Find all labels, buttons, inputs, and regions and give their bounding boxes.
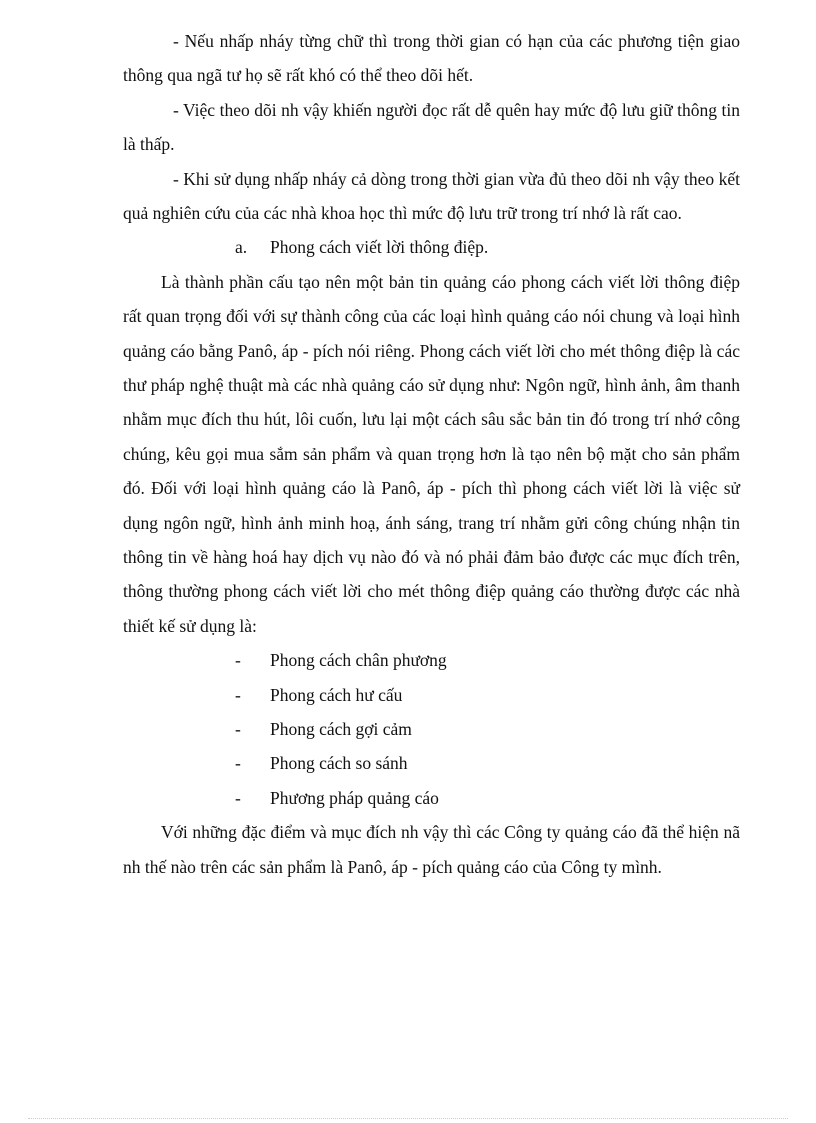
closing-paragraph: Với những đặc điểm và mục đích nh vậy thì các Công ty quảng cáo đã thể hiện nã nh thế nào trên các sản phẩm là Panô, áp - pích quảng cáo của Công ty mình. [123,822,740,877]
document-page [123,24,740,884]
intro-item-2: - Việc theo dõi nh vậy khiến người đọc rất dễ quên hay mức độ lưu giữ thông tin là thấp. [123,99,740,155]
list-item-text: Phong cách so sánh [270,753,408,774]
intro-item-3: - Khi sử dụng nhấp nháy cả dòng trong thời gian vừa đủ theo dõi nh vậy theo kết quả nghiên cứu của các nhà khoa học thì mức độ lưu trữ trong trí nhớ là rất cao. [123,168,740,224]
list-item-text: Phong cách gợi cảm [270,719,412,740]
section-marker: a. [235,237,248,258]
list-item [123,746,740,780]
list-item-text: Phong cách chân phương [270,650,447,671]
list-item [123,643,740,677]
intro-item-1: - Nếu nhấp nháy từng chữ thì trong thời gian có hạn của các phương tiện giao thông qua ngã tư họ sẽ rất khó có thể theo dõi hết. [123,31,740,86]
list-item [123,712,740,746]
list-item [123,781,740,815]
list-marker: - [235,787,241,808]
list-marker: - [235,684,241,705]
body-paragraph: Là thành phần cấu tạo nên một bản tin quảng cáo phong cách viết lời thông điệp rất quan trọng đối với sự thành công của các loại hình quảng cáo nói chung và loại hình quảng cáo bằng Panô, áp - pích nói riêng. Phong cách viết lời cho mét thông điệp là các thư pháp nghệ thuật mà các nhà quảng cáo sử dụng như: Ngôn ngữ, hình ảnh, âm thanh nhằm mục đích thu hút, lôi cuốn, lưu lại một cách sâu sắc bản tin đó trong trí nhớ công chúng, kêu gọi mua sắm sản phẩm và quan trọng hơn là tạo nên bộ mặt cho sản phẩm đó. Đối với loại hình quảng cáo là Panô, áp - pích thì phong cách viết lời là việc sử dụng ngôn ngữ, hình ảnh minh hoạ, ánh sáng, trang trí nhằm gửi công chúng nhận tin thông tin về hàng hoá hay dịch vụ nào đó và nó phải đảm bảo được các mục đích trên, thông thường phong cách viết lời cho mét thông điệp quảng cáo thường được các nhà thiết kế sử dụng là: [123,271,740,636]
list-item-text: Phong cách hư cấu [270,684,403,705]
list-marker: - [235,650,241,671]
list-marker: - [235,719,241,740]
list-marker: - [235,753,241,774]
list-item-text: Phương pháp quảng cáo [270,787,439,808]
section-title: Phong cách viết lời thông điệp. [270,237,489,258]
list-item [123,678,740,712]
page-bottom-rule [28,1118,788,1119]
section-heading [123,230,740,264]
style-list [123,643,740,815]
